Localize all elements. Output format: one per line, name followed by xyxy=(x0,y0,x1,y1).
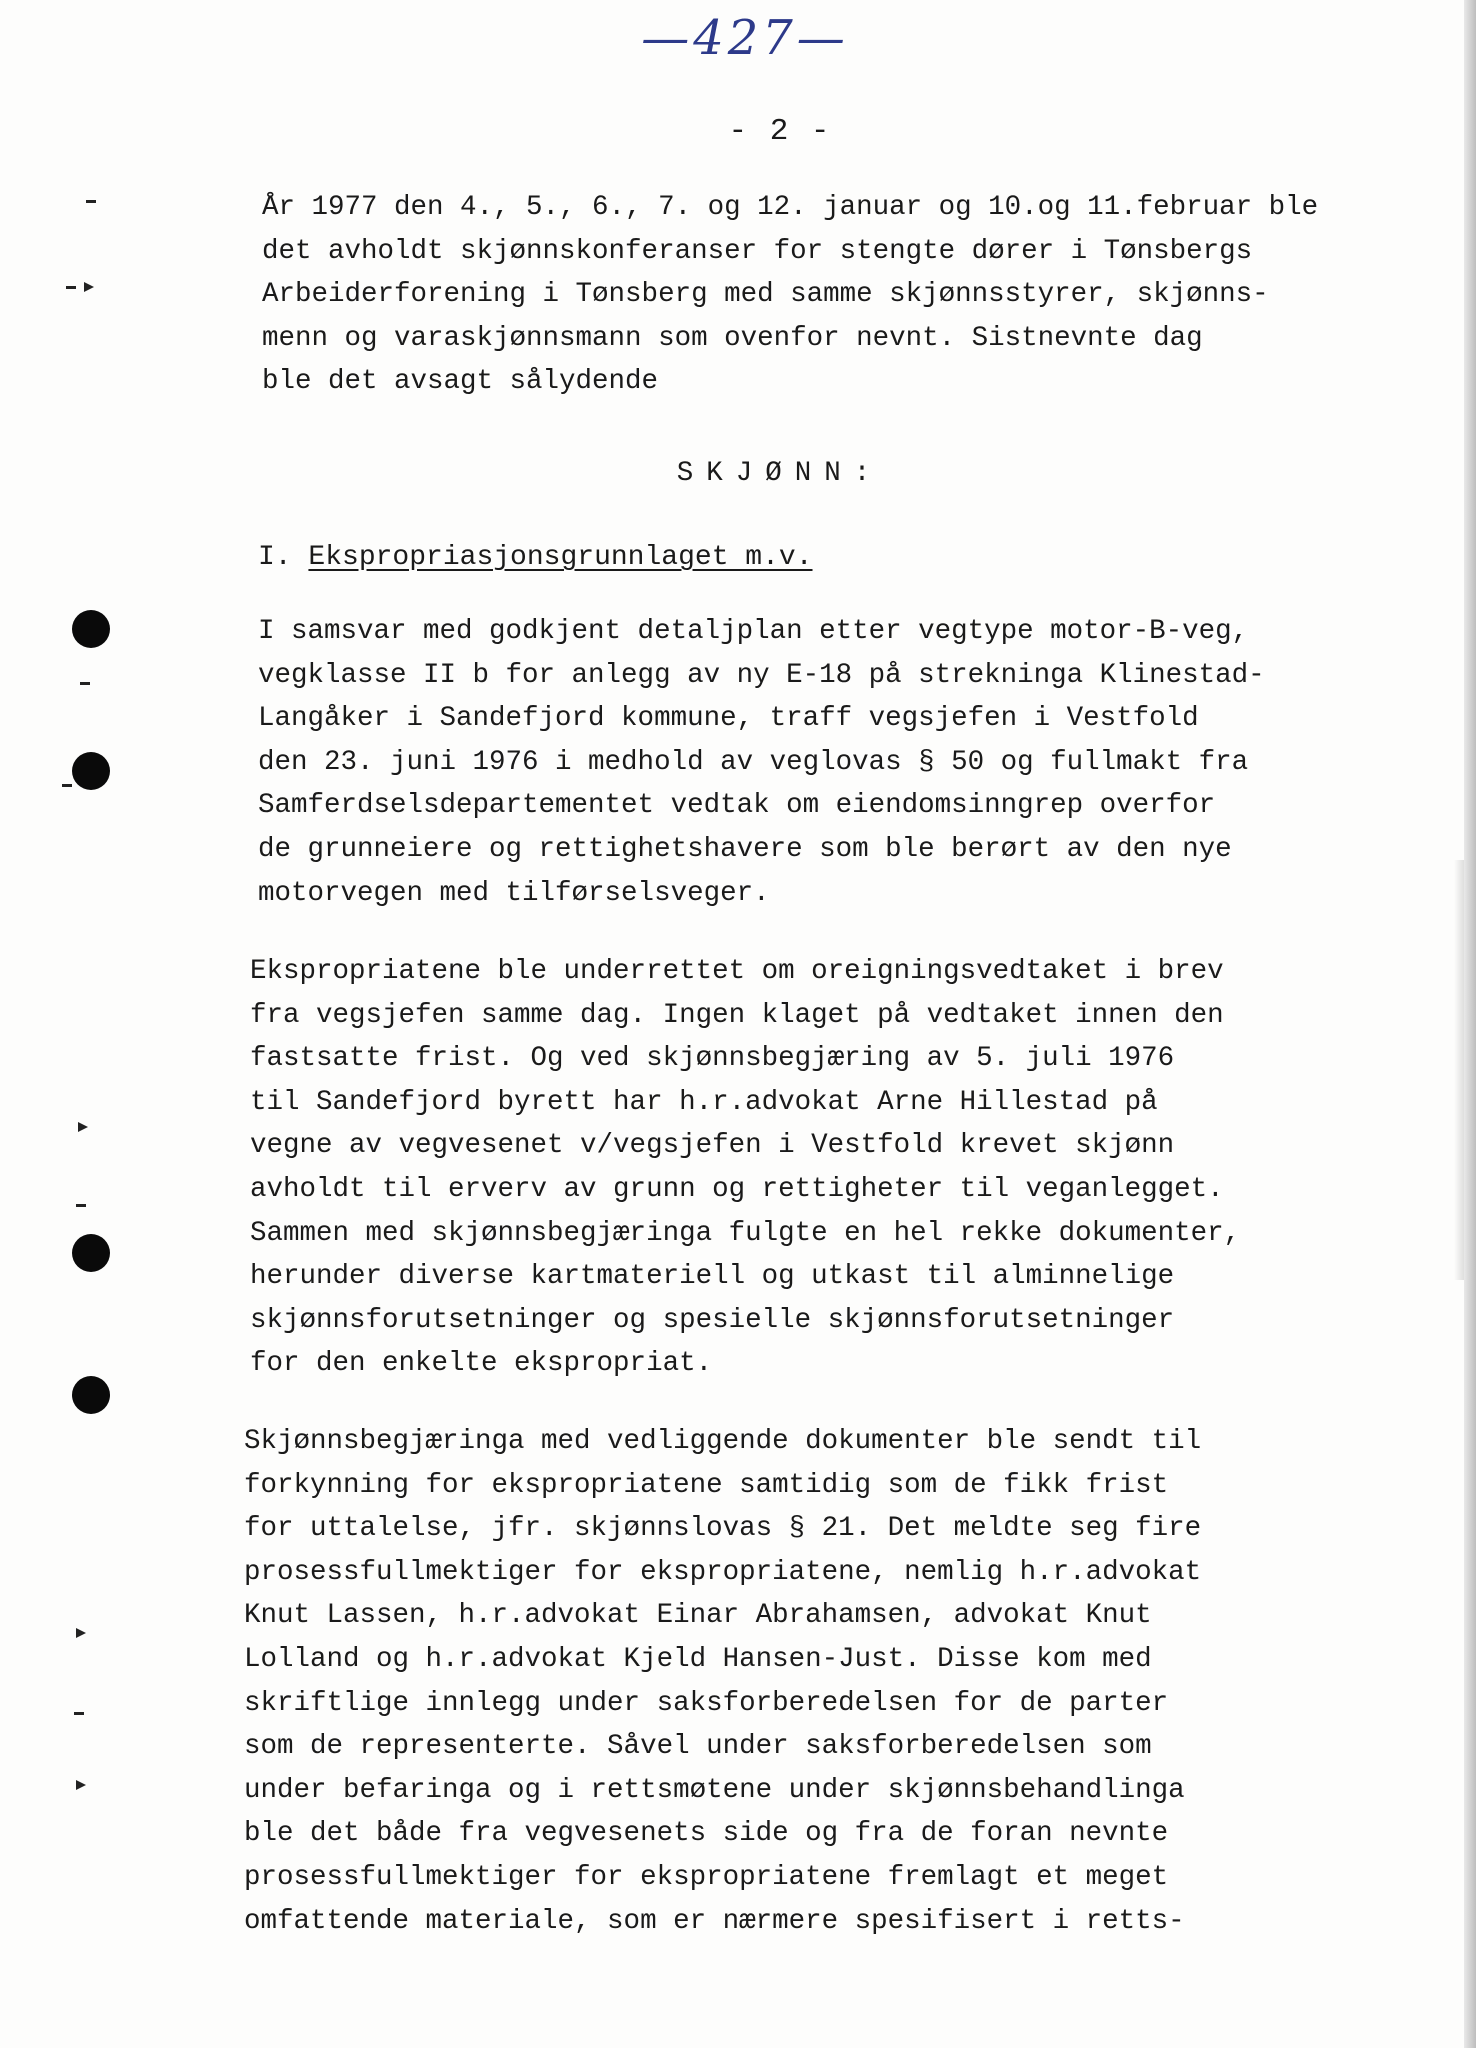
paragraph-2: Ekspropriatene ble underrettet om oreigningsvedtaket i brev fra vegsjefen samme dag. Ingen klaget på vedtaket innen den fastsatte frist. Og ved skjønnsbegjæring av 5. juli 1976 til Sandefjord byrett har h.r.advokat Arne Hillestad på vegne av vegvesenet v/vegsjefen i Vestfold krevet skjønn avholdt til erverv av grunn og rettigheter til veganlegget. Sammen med skjønnsbegjæringa fulgte en hel rekke dokumenter, herunder diverse kartmateriell og utkast til alminnelige skjønnsforutsetninger og spesielle skjønnsforutsetninger for den enkelte ekspropriat. xyxy=(250,956,1241,1380)
handwritten-folio: —427— xyxy=(641,10,849,66)
scan-edge xyxy=(1464,0,1476,2048)
margin-mark xyxy=(86,200,96,203)
margin-mark xyxy=(66,286,76,289)
margin-arrow-icon xyxy=(76,1780,86,1790)
margin-arrow-icon xyxy=(76,1628,86,1638)
margin-mark xyxy=(74,1712,84,1715)
punch-hole xyxy=(72,1234,110,1272)
margin-mark xyxy=(62,784,72,787)
section-title: Ekspropriasjonsgrunnlaget m.v. xyxy=(308,542,813,573)
margin-mark xyxy=(80,682,90,685)
skjonn-heading: SKJØNN: xyxy=(676,458,884,489)
punch-hole xyxy=(72,752,110,790)
punch-hole xyxy=(72,610,110,648)
page-number: - 2 - xyxy=(728,114,832,149)
paragraph-1: I samsvar med godkjent detaljplan etter vegtype motor-B-veg, vegklasse II b for anlegg av ny E-18 på strekninga Klinestad- Langåker i Sandefjord kommune, traff vegsjefen i Vestfold den 23. juni 1976 i medhold av veglovas § 50 og fullmakt fra Samferdselsdepartementet vedtak om eiendomsinngrep overfor de grunneiere og rettighetshavere som ble berørt av den nye motorvegen med tilførselsveger. xyxy=(258,616,1265,909)
margin-arrow-icon xyxy=(84,282,94,292)
intro-paragraph: År 1977 den 4., 5., 6., 7. og 12. januar og 10.og 11.februar ble det avholdt skjønnskonferanser for stengte dører i Tønsbergs Arbeiderforening i Tønsberg med samme skjønnsstyrer, skjønns- menn og varaskjønnsmann som ovenfor nevnt. Sistnevnte dag ble det avsagt sålydende xyxy=(262,192,1319,398)
paragraph-3: Skjønnsbegjæringa med vedliggende dokumenter ble sendt til forkynning for ekspropriatene samtidig som de fikk frist for uttalelse, jfr. skjønnslovas § 21. Det meldte seg fire prosessfullmektiger for ekspropriatene, nemlig h.r.advokat Knut Lassen, h.r.advokat Einar Abrahamsen, advokat Knut Lolland og h.r.advokat Kjeld Hansen-Just. Disse kom med skriftlige innlegg under saksforberedelsen for de parter som de representerte. Såvel under saksforberedelsen som under befaringa og i rettsmøtene under skjønnsbehandlinga ble det både fra vegvesenets side og fra de foran nevnte prosessfullmektiger for ekspropriatene fremlagt et meget omfattende materiale, som er nærmere spesifisert i retts- xyxy=(244,1426,1202,1937)
section-heading xyxy=(258,536,813,580)
scan-shadow xyxy=(1454,860,1464,1280)
section-number: I. xyxy=(258,542,309,573)
margin-mark xyxy=(76,1204,86,1207)
margin-arrow-icon xyxy=(78,1122,88,1132)
punch-hole xyxy=(72,1376,110,1414)
